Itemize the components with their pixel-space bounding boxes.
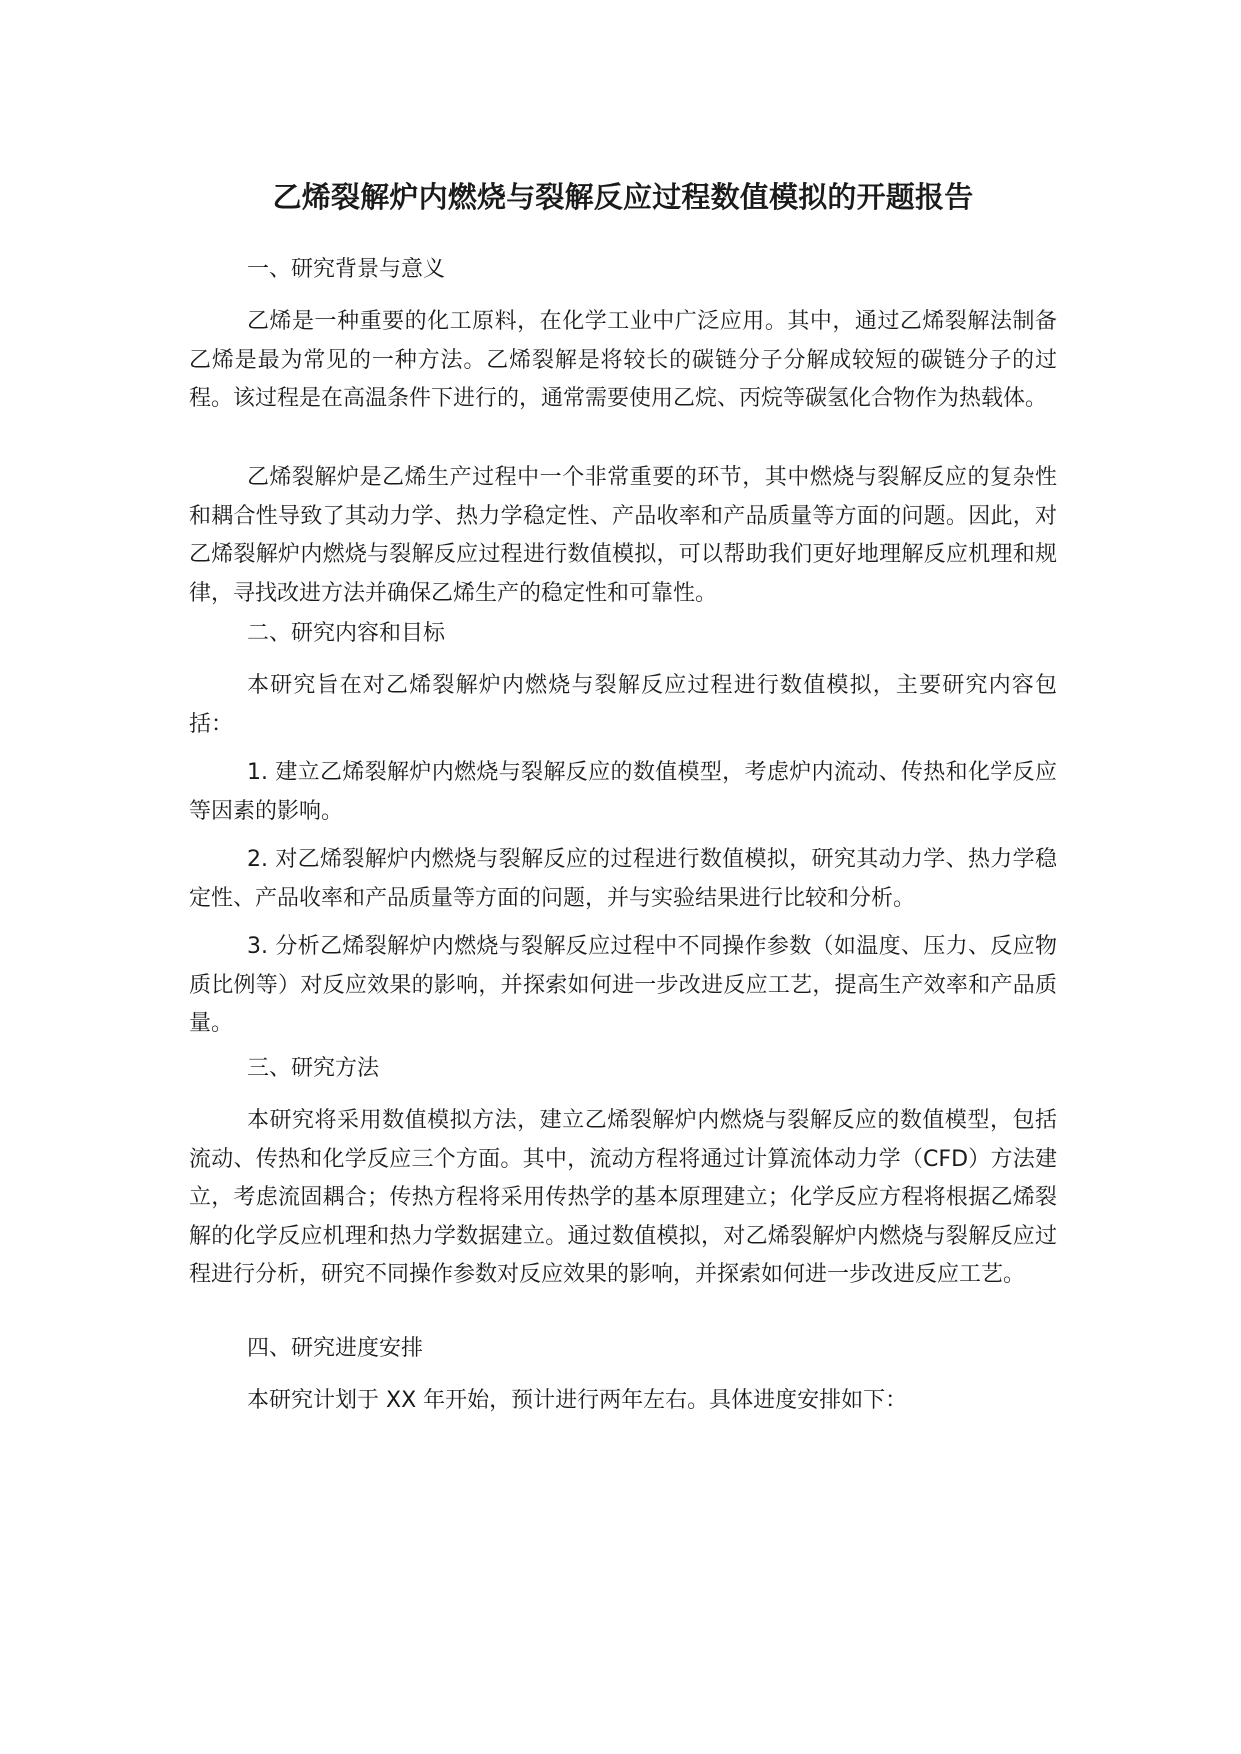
section-heading-method: 三、研究方法 [247,1056,380,1081]
paragraph-content-intro: 本研究旨在对乙烯裂解炉内燃烧与裂解反应过程进行数值模拟，主要研究内容包括： [189,673,1057,737]
paragraph-background-2: 乙烯裂解炉是乙烯生产过程中一个非常重要的环节，其中燃烧与裂解反应的复杂性和耦合性导致了其动力学、热力学稳定性、产品收率和产品质量等方面的问题。因此，对乙烯裂解炉内燃烧与裂解反应过程进行数值模拟，可以帮助我们更好地理解反应机理和规律，寻找改进方法并确保乙烯生产的稳定性和可靠性。 [189,465,1057,606]
section-heading-schedule: 四、研究进度安排 [247,1336,424,1361]
list-item-content-3: 3. 分析乙烯裂解炉内燃烧与裂解反应过程中不同操作参数（如温度、压力、反应物质比例等）对反应效果的影响，并探索如何进一步改进反应工艺，提高生产效率和产品质量。 [189,934,1057,1036]
document-page [189,0,1057,1754]
section-heading-content: 二、研究内容和目标 [247,621,446,646]
paragraph-schedule: 本研究计划于 XX 年开始，预计进行两年左右。具体进度安排如下： [247,1388,908,1413]
paragraph-background-1: 乙烯是一种重要的化工原料，在化学工业中广泛应用。其中，通过乙烯裂解法制备乙烯是最为常见的一种方法。乙烯裂解是将较长的碳链分子分解成较短的碳链分子的过程。该过程是在高温条件下进行的，通常需要使用乙烷、丙烷等碳氢化合物作为热载体。 [189,309,1057,411]
document-title: 乙烯裂解炉内燃烧与裂解反应过程数值模拟的开题报告 [272,180,974,214]
list-item-content-2: 2. 对乙烯裂解炉内燃烧与裂解反应的过程进行数值模拟，研究其动力学、热力学稳定性、产品收率和产品质量等方面的问题，并与实验结果进行比较和分析。 [189,847,1057,911]
list-item-content-1: 1. 建立乙烯裂解炉内燃烧与裂解反应的数值模型，考虑炉内流动、传热和化学反应等因素的影响。 [189,760,1057,824]
paragraph-method: 本研究将采用数值模拟方法，建立乙烯裂解炉内燃烧与裂解反应的数值模型，包括流动、传热和化学反应三个方面。其中，流动方程将通过计算流体动力学（CFD）方法建立，考虑流固耦合；传热方程将采用传热学的基本原理建立；化学反应方程将根据乙烯裂解的化学反应机理和热力学数据建立。通过数值模拟，对乙烯裂解炉内燃烧与裂解反应过程进行分析，研究不同操作参数对反应效果的影响，并探索如何进一步改进反应工艺。 [189,1108,1057,1287]
section-heading-background: 一、研究背景与意义 [247,257,446,282]
